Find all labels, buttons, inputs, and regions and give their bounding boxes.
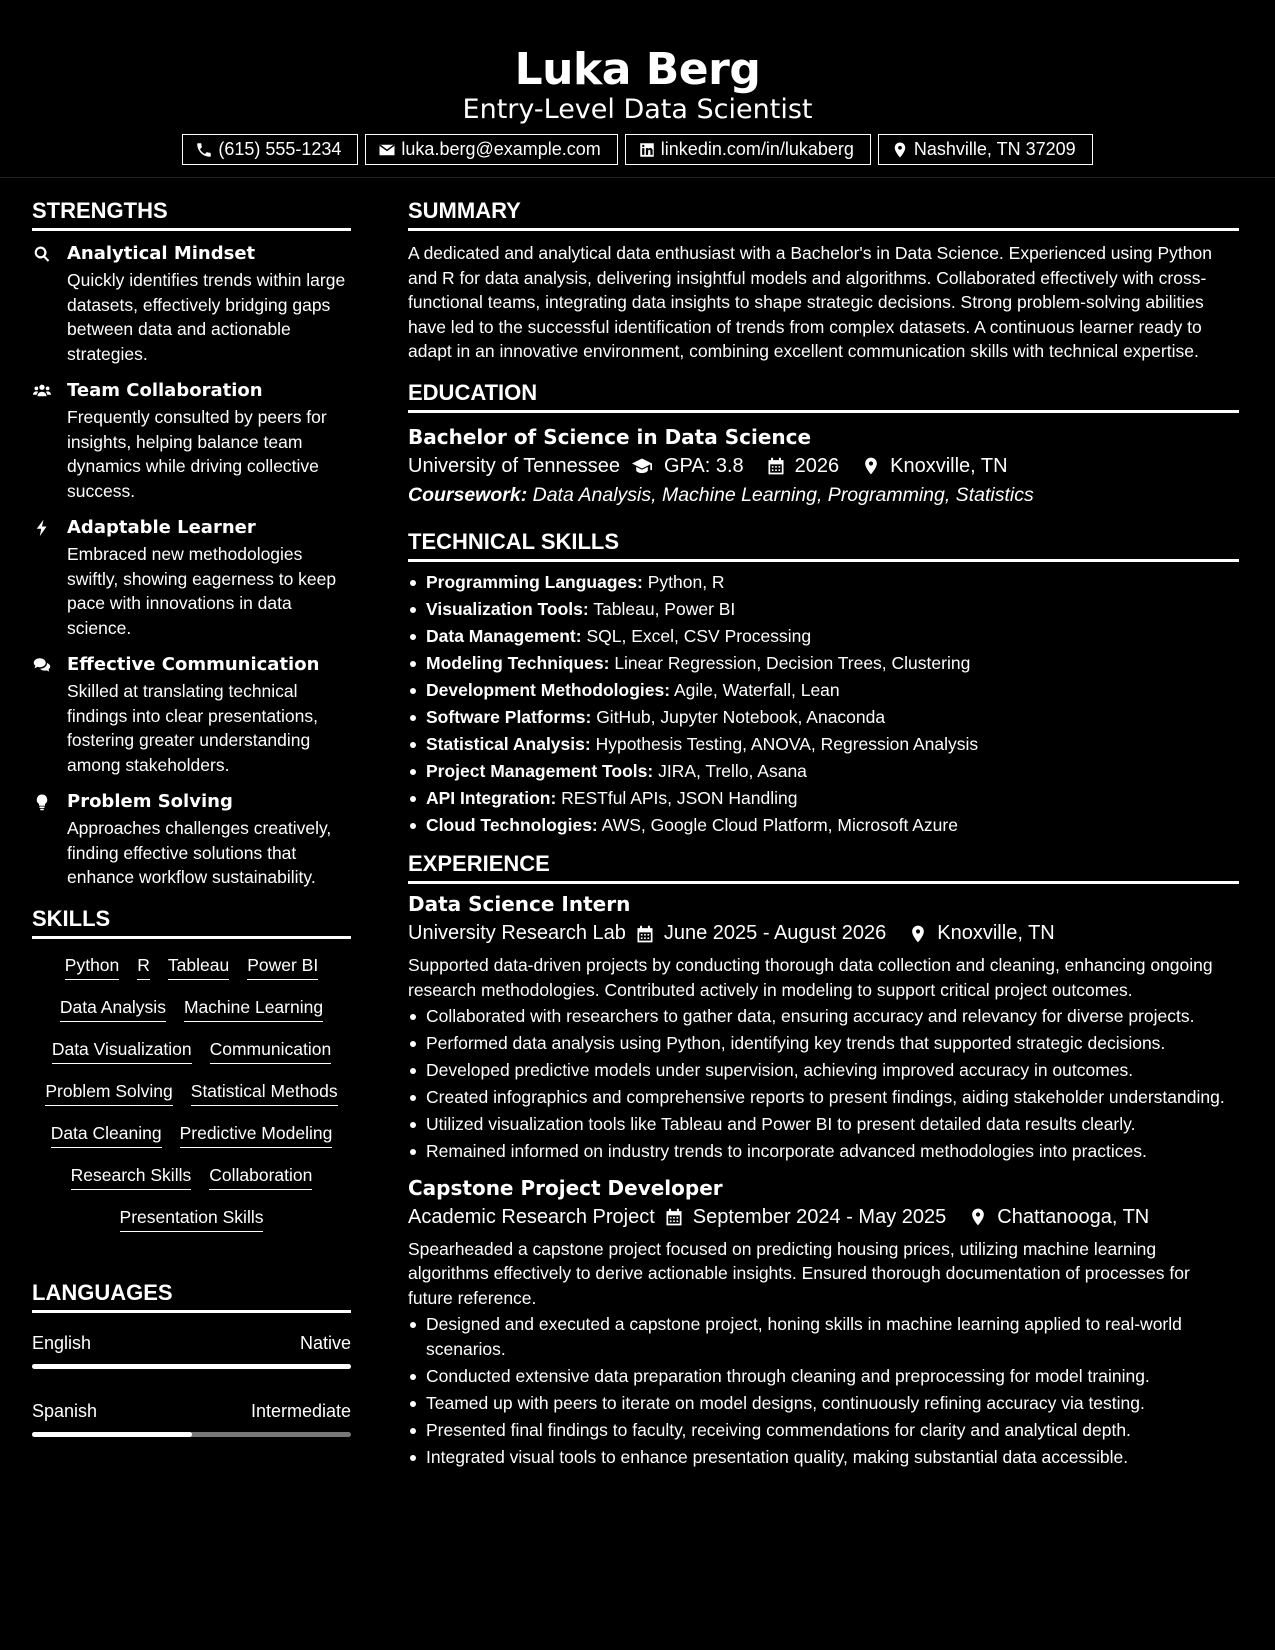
envelope-icon <box>378 141 396 159</box>
job-bullets <box>408 1004 1239 1164</box>
skill-tag: Machine Learning <box>184 997 323 1022</box>
list-item: Cloud Technologies: AWS, Google Cloud Platform, Microsoft Azure <box>408 813 1239 838</box>
comments-icon <box>32 656 52 674</box>
strength-item <box>32 654 351 777</box>
job-org: University Research Lab <box>408 922 626 944</box>
job-meta <box>408 1206 1239 1229</box>
right-column <box>408 198 1239 1472</box>
list-item: Remained informed on industry trends to incorporate advanced methodologies into practices. <box>408 1139 1239 1164</box>
summary-heading: SUMMARY <box>408 198 1239 231</box>
coursework-list: Data Analysis, Machine Learning, Programming, Statistics <box>532 483 1034 506</box>
strength-title: Analytical Mindset <box>67 243 256 264</box>
calendar-icon <box>664 1207 684 1227</box>
job-location: Knoxville, TN <box>937 922 1055 944</box>
lightbulb-icon <box>32 793 52 811</box>
summary-text: A dedicated and analytical data enthusiast with a Bachelor's in Data Science. Experienced using Python and R for data analysis, delivering insightful models and algorithms. Collaborated effectively with cross-functional teams, integrating data insights to shape strategic decisions. Strong problem-solving abilities have led to the successful identification of trends from complex datasets. A continuous learner ready to adapt in an innovative environment, combining excellent communication skills with technical expertise. <box>408 243 1212 361</box>
skill-tag: Statistical Methods <box>191 1081 338 1106</box>
job-description: Spearheaded a capstone project focused on predicting housing prices, utilizing machine learning algorithms effectively to derive actionable insights. Ensured thorough documentation of processes for future reference. <box>408 1238 1190 1308</box>
map-pin-icon <box>861 456 881 476</box>
coursework-label: Coursework: <box>408 483 528 506</box>
contact-phone-text: (615) 555-1234 <box>218 139 342 159</box>
list-item: Statistical Analysis: Hypothesis Testing, ANOVA, Regression Analysis <box>408 732 1239 757</box>
skill-tag: Presentation Skills <box>120 1207 264 1232</box>
users-icon <box>32 382 52 400</box>
map-pin-icon <box>908 924 928 944</box>
language-item <box>32 1333 351 1369</box>
skill-tag: Problem Solving <box>45 1081 172 1106</box>
list-item: Presented final findings to faculty, receiving commendations for clarity and analytical depth. <box>408 1418 1239 1443</box>
skill-tag: R <box>137 955 150 980</box>
strength-title: Adaptable Learner <box>67 517 256 538</box>
contact-bar <box>0 134 1275 165</box>
skills-list <box>32 955 351 1232</box>
skill-tag: Research Skills <box>71 1165 192 1190</box>
contact-email[interactable] <box>365 134 617 165</box>
search-icon <box>32 245 52 263</box>
job-org: Academic Research Project <box>408 1205 655 1228</box>
list-item: Development Methodologies: Agile, Waterfall, Lean <box>408 678 1239 703</box>
list-item: Visualization Tools: Tableau, Power BI <box>408 597 1239 622</box>
skill-tag: Data Cleaning <box>51 1123 162 1148</box>
list-item: Developed predictive models under supervision, achieving improved accuracy in outcomes. <box>408 1058 1239 1083</box>
job-title: Data Science Intern <box>408 892 631 916</box>
job-dates: June 2025 - August 2026 <box>663 922 887 944</box>
contact-linkedin[interactable] <box>625 134 871 165</box>
language-name: English <box>32 1332 92 1353</box>
contact-location[interactable] <box>878 134 1093 165</box>
education-meta <box>408 455 1239 478</box>
coursework <box>408 484 1239 507</box>
technical-skills-heading: TECHNICAL SKILLS <box>408 529 1239 562</box>
candidate-title: Entry-Level Data Scientist <box>462 94 813 125</box>
school-location: Knoxville, TN <box>890 454 1008 477</box>
strength-title: Problem Solving <box>67 791 233 812</box>
strength-item <box>32 380 351 503</box>
skill-tag: Data Analysis <box>60 997 166 1022</box>
skill-tag: Python <box>65 955 119 980</box>
list-item: Collaborated with researchers to gather data, ensuring accuracy and relevancy for diverse projects. <box>408 1004 1239 1029</box>
list-item: Teamed up with peers to iterate on model designs, continuously refining accuracy via testing. <box>408 1391 1239 1416</box>
strength-title: Effective Communication <box>67 654 320 675</box>
graduation-year: 2026 <box>794 454 840 477</box>
left-column <box>32 198 351 1455</box>
list-item: Created infographics and comprehensive reports to present findings, aiding stakeholder understanding. <box>408 1085 1239 1110</box>
calendar-icon <box>635 924 655 944</box>
skill-tag: Collaboration <box>209 1165 312 1190</box>
map-pin-icon <box>891 141 909 159</box>
list-item: Integrated visual tools to enhance presentation quality, making substantial data accessible. <box>408 1445 1239 1470</box>
technical-skills-list <box>408 570 1239 838</box>
language-level: Native <box>299 1332 351 1353</box>
list-item: API Integration: RESTful APIs, JSON Handling <box>408 786 1239 811</box>
contact-email-text: luka.berg@example.com <box>401 139 601 159</box>
strengths-heading: STRENGTHS <box>32 198 351 231</box>
language-name: Spanish <box>32 1400 98 1421</box>
job-title: Capstone Project Developer <box>408 1175 723 1200</box>
job-entry <box>408 892 1239 1164</box>
skill-tag: Predictive Modeling <box>180 1123 333 1148</box>
linkedin-icon <box>638 141 656 159</box>
resume-header <box>0 0 1275 178</box>
calendar-icon <box>766 456 786 476</box>
strength-item <box>32 791 351 890</box>
strength-item <box>32 243 351 366</box>
strength-desc: Quickly identifies trends within large datasets, effectively bridging gaps between data and actionable strategies. <box>67 270 346 364</box>
list-item: Designed and executed a capstone project, honing skills in machine learning applied to real-world scenarios. <box>408 1312 1239 1361</box>
strength-title: Team Collaboration <box>67 380 263 401</box>
language-level: Intermediate <box>250 1400 351 1421</box>
list-item: Software Platforms: GitHub, Jupyter Notebook, Anaconda <box>408 705 1239 730</box>
job-meta <box>408 922 1239 945</box>
school-name: University of Tennessee <box>408 454 620 477</box>
experience-heading: EXPERIENCE <box>408 851 1239 884</box>
language-proficiency-bar <box>32 1364 351 1369</box>
strength-item <box>32 517 351 640</box>
list-item: Conducted extensive data preparation through cleaning and preprocessing for model training. <box>408 1364 1239 1389</box>
skill-tag: Data Visualization <box>52 1039 192 1064</box>
candidate-name: Luka Berg <box>514 44 761 95</box>
languages-heading: LANGUAGES <box>32 1280 351 1313</box>
job-dates: September 2024 - May 2025 <box>692 1205 947 1228</box>
strength-desc: Embraced new methodologies swiftly, showing eagerness to keep pace with innovations in data science. <box>67 544 337 638</box>
gpa: GPA: 3.8 <box>663 454 744 477</box>
job-bullets <box>408 1312 1239 1469</box>
list-item: Utilized visualization tools like Tableau and Power BI to present detailed data results clearly. <box>408 1112 1239 1137</box>
list-item: Data Management: SQL, Excel, CSV Processing <box>408 624 1239 649</box>
skills-heading: SKILLS <box>32 906 351 939</box>
map-pin-icon <box>968 1207 988 1227</box>
list-item: Modeling Techniques: Linear Regression, Decision Trees, Clustering <box>408 651 1239 676</box>
job-description: Supported data-driven projects by conducting thorough data collection and cleaning, enhancing ongoing research methodologies. Contributed actively in modeling to support critical project outcomes. <box>408 955 1213 1000</box>
education-heading: EDUCATION <box>408 380 1239 413</box>
contact-phone[interactable] <box>182 134 358 165</box>
bolt-icon <box>32 519 52 537</box>
skill-tag: Communication <box>210 1039 332 1064</box>
strength-desc: Skilled at translating technical findings into clear presentations, fostering greater understanding among stakeholders. <box>67 681 318 775</box>
strength-desc: Approaches challenges creatively, finding effective solutions that enhance workflow sustainability. <box>67 818 332 887</box>
contact-linkedin-text: linkedin.com/in/lukaberg <box>660 139 854 159</box>
skill-tag: Tableau <box>168 955 229 980</box>
job-entry <box>408 1176 1239 1470</box>
graduation-cap-icon <box>629 456 655 476</box>
list-item: Programming Languages: Python, R <box>408 570 1239 595</box>
contact-location-text: Nashville, TN 37209 <box>913 139 1076 159</box>
list-item: Project Management Tools: JIRA, Trello, Asana <box>408 759 1239 784</box>
job-location: Chattanooga, TN <box>997 1205 1150 1228</box>
phone-icon <box>195 141 213 159</box>
list-item: Performed data analysis using Python, identifying key trends that supported strategic decisions. <box>408 1031 1239 1056</box>
strength-desc: Frequently consulted by peers for insights, helping balance team dynamics while driving collective success. <box>67 407 327 501</box>
language-item <box>32 1401 351 1437</box>
degree-title: Bachelor of Science in Data Science <box>408 424 812 449</box>
skill-tag: Power BI <box>247 955 318 980</box>
language-proficiency-bar <box>32 1432 351 1437</box>
